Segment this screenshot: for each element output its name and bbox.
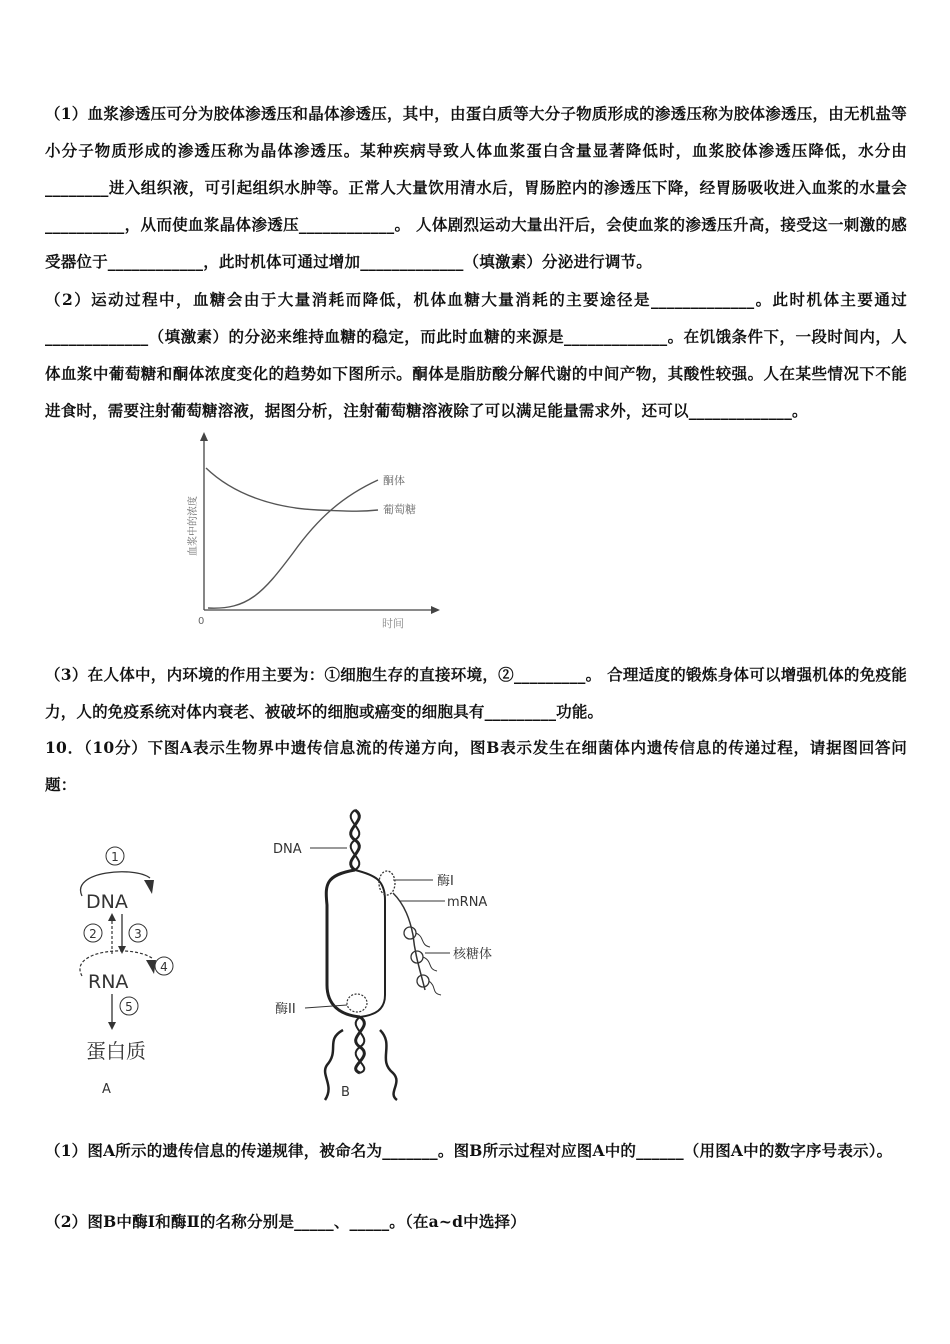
enzyme-ii-leader <box>305 1005 347 1008</box>
replication-arrowhead <box>144 880 154 894</box>
ketone-curve <box>208 480 378 608</box>
num-1: 1 <box>111 850 119 864</box>
figure-b-label: B <box>341 1085 350 1100</box>
figb-mrna-label: mRNA <box>447 895 488 910</box>
graph-xlabel: 时间 <box>382 617 404 630</box>
figb-dna-label: DNA <box>273 842 302 857</box>
translation-arrowhead <box>108 1022 116 1030</box>
figb-ribosome-label: 核糖体 <box>453 947 493 962</box>
q9-part1-paragraph: （1）血浆渗透压可分为胶体渗透压和晶体渗透压，其中，由蛋白质等大分子物质形成的渗透压称为胶体渗透压，由无机盐等小分子物质形成的渗透压称为晶体渗透压。某种疾病导致人体血浆蛋白含量显著降低时，血浆胶体渗透压降低，水分由________进入组织液，可引起组织水肿等。正常人大量饮用清水后，胃肠腔内的渗透压下降，经胃肠吸收进入血浆的水量会__________，从而使血浆晶体渗透压____________。 人体剧烈运动大量出汗后，会使血浆的渗透压升高，接受这一刺激的感受器位于____________，此时机体可通过增加_____________（填激素）分泌进行调节。 <box>45 104 907 271</box>
figb-enzyme1-label: 酶I <box>437 874 454 889</box>
rna-label: RNA <box>88 971 129 993</box>
dna-bubble-left <box>326 870 360 1017</box>
graph-origin: 0 <box>198 616 205 627</box>
dna-bubble-right <box>355 870 385 1017</box>
ketone-glucose-graph <box>178 428 448 634</box>
glucose-curve <box>206 468 378 511</box>
num-3: 3 <box>134 927 142 941</box>
enzyme-ii-blob <box>347 994 367 1012</box>
q9-part3-paragraph: （3）在人体中，内环境的作用主要为：①细胞生存的直接环境，②_________。 合理适度的锻炼身体可以增强机体的免疫能力，人的免疫系统对体内衰老、被破坏的细胞或癌变的细胞具有_________功能。 <box>45 665 907 721</box>
ribosome-1 <box>404 927 416 939</box>
dna-label: DNA <box>86 891 128 913</box>
figb-enzyme2-label: 酶II <box>275 1002 296 1017</box>
graph-y-arrow <box>200 432 208 441</box>
graph-x-arrow <box>431 606 440 614</box>
figure-a-central-dogma <box>60 836 200 1106</box>
reverse-transcription-arrowhead <box>108 913 116 921</box>
graph-ylabel: 血浆中的浓度 <box>188 496 199 556</box>
ketone-label: 酮体 <box>383 474 405 487</box>
figure-a-label: A <box>102 1082 111 1097</box>
transcription-arrowhead <box>118 946 126 954</box>
num-4: 4 <box>160 960 168 974</box>
num-5: 5 <box>125 1000 133 1014</box>
rna-replication-arrowhead <box>146 960 156 974</box>
dna-bottom-right <box>380 1030 397 1100</box>
figure-b-transcription-translation <box>265 805 525 1105</box>
num-2: 2 <box>89 927 97 941</box>
q10-sub1: （1）图A所示的遗传信息的传递规律，被命名为_______。图B所示过程对应图A中的______（用图A中的数字序号表示）。 <box>45 1141 893 1160</box>
glucose-label: 葡萄糖 <box>383 503 416 516</box>
q10-sub2: （2）图B中酶Ⅰ和酶Ⅱ的名称分别是_____、_____。（在a~d中选择） <box>45 1212 526 1231</box>
q9-part2-paragraph: （2）运动过程中，血糖会由于大量消耗而降低，机体血糖大量消耗的主要途径是_____________。此时机体主要通过_____________（填激素）的分泌来维持血糖的稳定，而此时血糖的来源是_____________。在饥饿条件下，一段时间内，人体血浆中葡萄糖和酮体浓度变化的趋势如下图所示。酮体是脂肪酸分解代谢的中间产物，其酸性较强。人在某些情况下不能进食时，需要注射葡萄糖溶液，据图分析，注射葡萄糖溶液除了可以满足能量需求外，还可以_____________。 <box>45 290 907 420</box>
protein-label: 蛋白质 <box>86 1039 146 1063</box>
q10-stem: 10．（10分）下图A表示生物界中遗传信息流的传递方向，图B表示发生在细菌体内遗传信息的传递过程，请据图回答问题： <box>45 738 907 794</box>
